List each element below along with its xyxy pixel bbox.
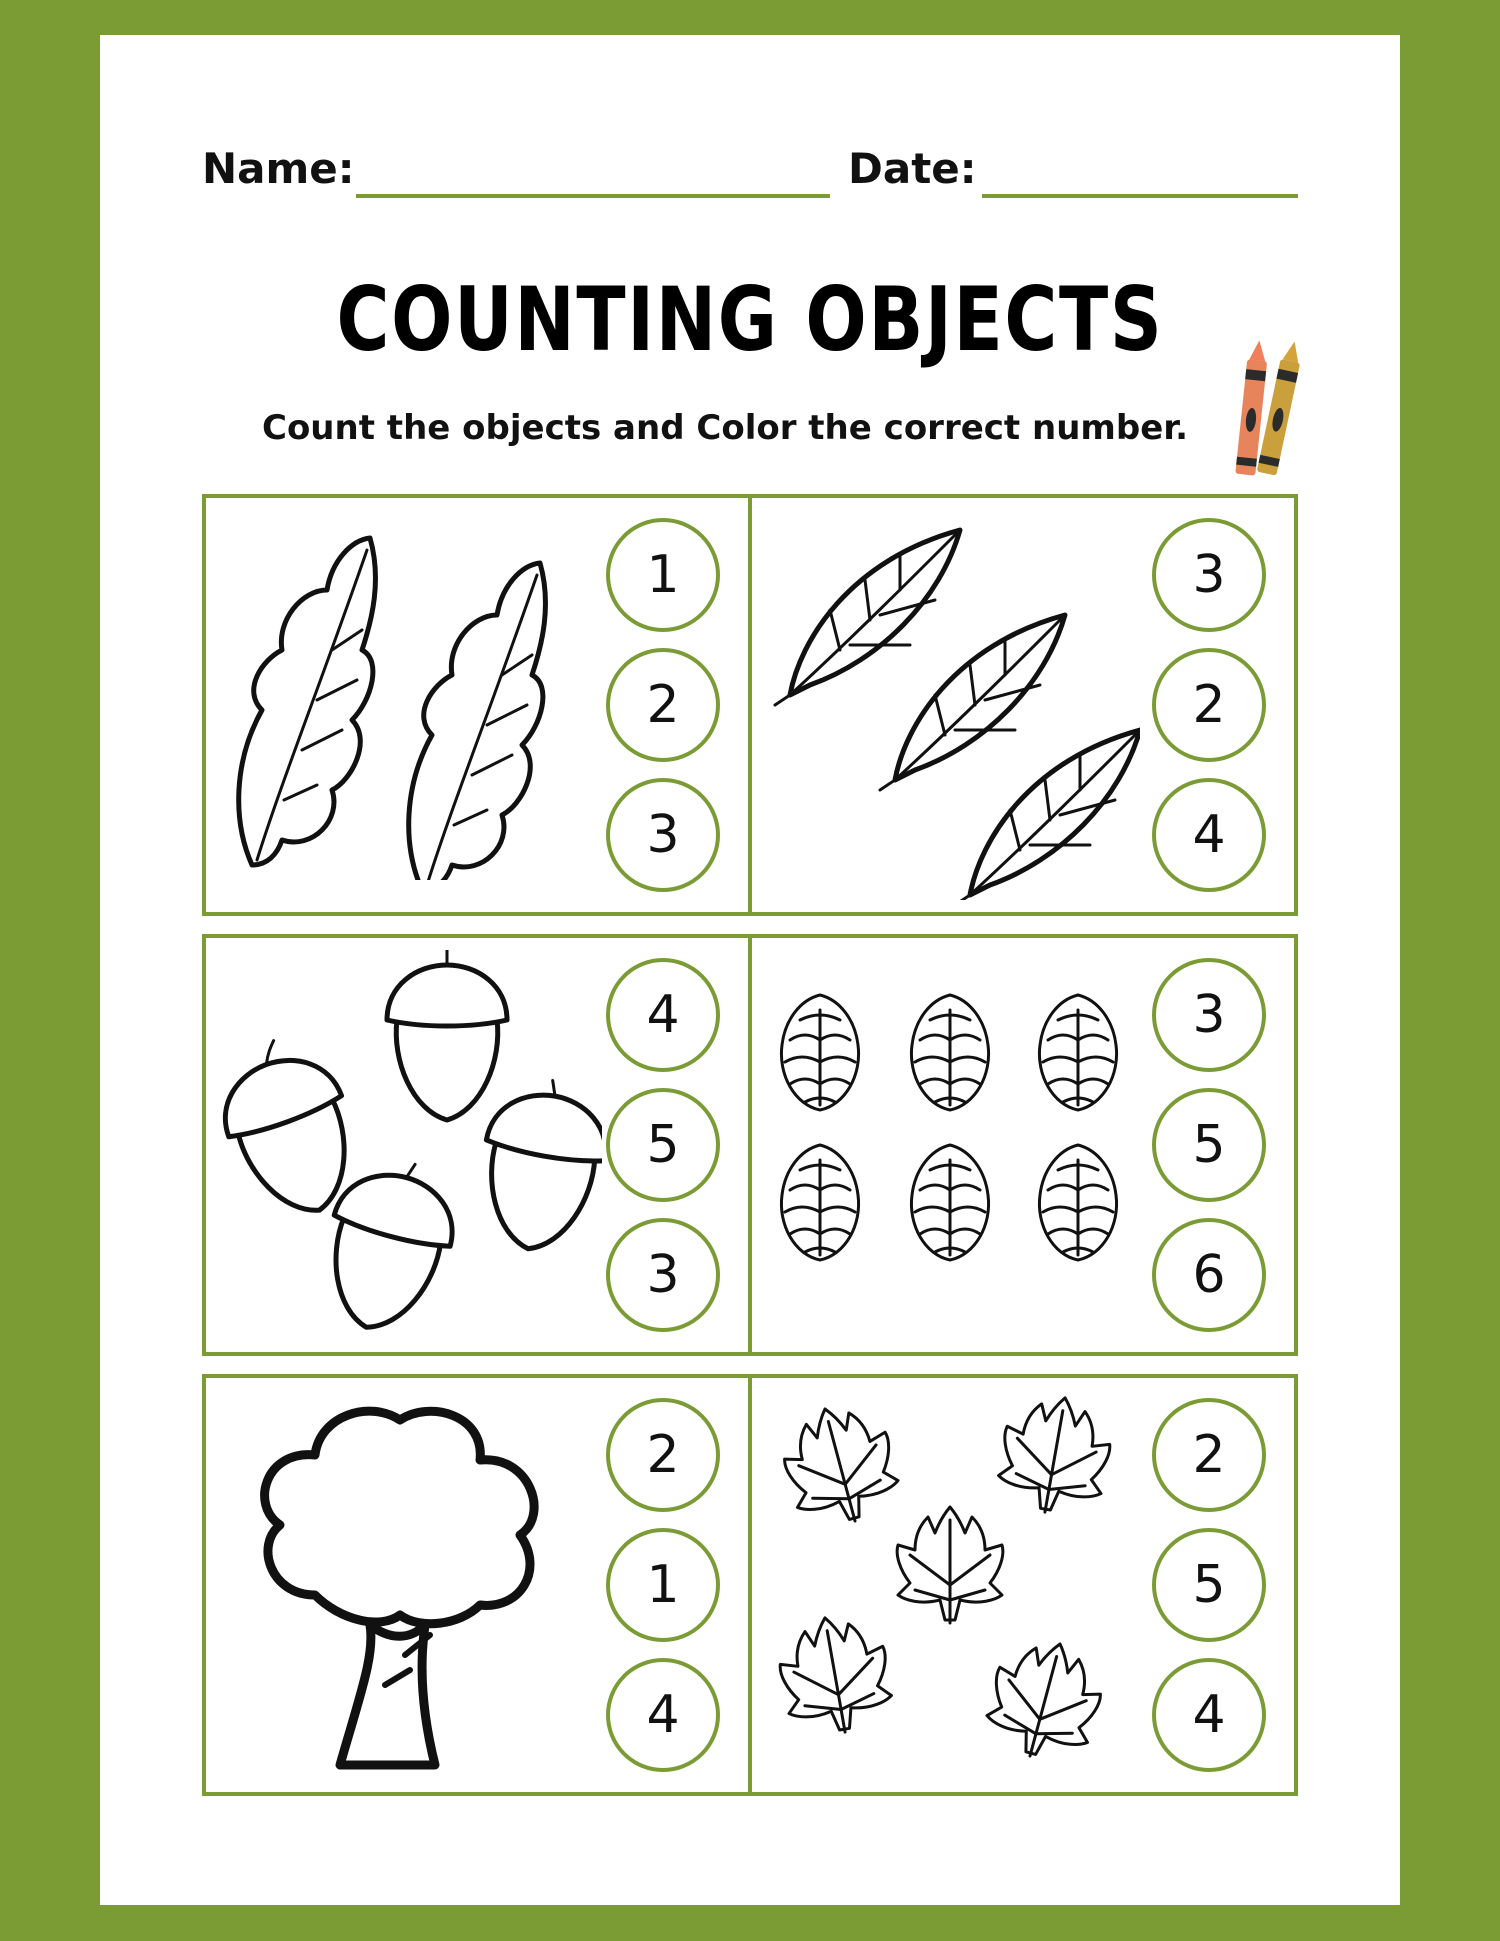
- choice-circle[interactable]: 5: [1152, 1088, 1266, 1202]
- date-label: Date:: [848, 144, 977, 193]
- choice-circle[interactable]: 3: [606, 1218, 720, 1332]
- acorn-icon: [222, 950, 602, 1340]
- choice-circle[interactable]: 4: [606, 958, 720, 1072]
- pinecone-icon: [770, 990, 1150, 1300]
- choice-circle[interactable]: 3: [606, 778, 720, 892]
- choice-circle[interactable]: 1: [606, 518, 720, 632]
- page-title: COUNTING OBJECTS: [336, 268, 1164, 371]
- choice-circle[interactable]: 5: [1152, 1528, 1266, 1642]
- choice-circle[interactable]: 3: [1152, 518, 1266, 632]
- leaf-veined-icon: [770, 520, 1140, 900]
- choice-circle[interactable]: 2: [606, 1398, 720, 1512]
- choice-circle[interactable]: 4: [1152, 1658, 1266, 1772]
- choice-circle[interactable]: 4: [606, 1658, 720, 1772]
- choice-circle[interactable]: 2: [1152, 648, 1266, 762]
- maple-leaf-icon: [770, 1395, 1150, 1785]
- date-field-line[interactable]: [982, 194, 1298, 198]
- choice-circle[interactable]: 2: [606, 648, 720, 762]
- instruction-text: Count the objects and Color the correct number.: [262, 408, 1189, 448]
- name-field-line[interactable]: [356, 194, 830, 198]
- crayons-icon: [1232, 340, 1300, 485]
- choice-circle[interactable]: 6: [1152, 1218, 1266, 1332]
- tree-icon: [240, 1395, 570, 1785]
- choice-circle[interactable]: 4: [1152, 778, 1266, 892]
- name-label: Name:: [202, 144, 355, 193]
- leaf-icon: [222, 520, 582, 880]
- choice-circle[interactable]: 3: [1152, 958, 1266, 1072]
- choice-circle[interactable]: 1: [606, 1528, 720, 1642]
- choice-circle[interactable]: 5: [606, 1088, 720, 1202]
- choice-circle[interactable]: 2: [1152, 1398, 1266, 1512]
